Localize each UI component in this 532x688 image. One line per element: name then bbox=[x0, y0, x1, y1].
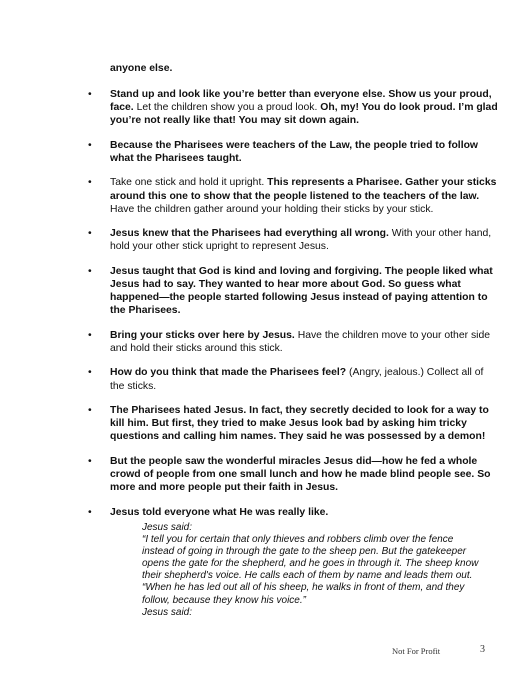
bullet-item bbox=[0, 176, 500, 216]
bullet-item bbox=[0, 506, 500, 519]
bullet-marker: • bbox=[88, 455, 92, 467]
bullet-segment: With your other hand, hold your other stick upright to represent Jesus. bbox=[110, 228, 492, 253]
bullet-marker: • bbox=[88, 139, 92, 151]
bullet-segment: Take one stick and hold it upright. bbox=[110, 177, 268, 189]
bullet-item bbox=[0, 366, 500, 392]
bullet-item bbox=[0, 329, 500, 355]
bullet-segment: This represents a Pharisee. Gather your sticks around this one to show that the people listened to the teachers of the law. bbox=[110, 177, 497, 202]
bullet-segment: Jesus told everyone what He was really like. bbox=[110, 506, 329, 518]
bullet-marker: • bbox=[88, 329, 92, 341]
bullet-marker: • bbox=[88, 404, 92, 416]
bullet-segment: But the people saw the wonderful miracles Jesus did—how he fed a whole crowd of people from one small lunch and how he made blind people see. So more and more people put their faith in Jesus. bbox=[110, 455, 491, 494]
bullet-item bbox=[0, 88, 500, 128]
bullet-item bbox=[0, 455, 500, 495]
bullet-segment: The Pharisees hated Jesus. In fact, they secretly decided to look for a way to kill him. But first, they tried to make Jesus look bad by asking him tricky questions and calling him names. They said he was possessed by a demon! bbox=[110, 404, 489, 443]
bullet-item bbox=[0, 265, 500, 318]
quote-line: “I tell you for certain that only thieves and robbers climb over the fence instead of going in through the gate to the sheep pen. But the gatekeeper opens the gate for the shepherd, and he goes in through it. The sheep know their shepherd's voice. He calls each of them by name and leads them out. bbox=[142, 534, 479, 582]
continuation-text: anyone else. bbox=[110, 63, 173, 74]
quote-line: Jesus said: bbox=[142, 522, 193, 533]
bullet-segment: Jesus knew that the Pharisees had everything all wrong. bbox=[110, 228, 389, 240]
bullet-item bbox=[0, 404, 500, 444]
bullet-item bbox=[0, 139, 500, 165]
bullet-segment: Because the Pharisees were teachers of the Law, the people tried to follow what the Pharisees taught. bbox=[110, 139, 479, 164]
bullet-marker: • bbox=[88, 506, 92, 518]
quote-line: “When he has led out all of his sheep, he walks in front of them, and they follow, because they know his voice.” bbox=[142, 582, 465, 606]
page-number: 3 bbox=[480, 644, 485, 655]
bullet-marker: • bbox=[88, 177, 92, 189]
bullet-segment: Have the children gather around your holding their sticks by your stick. bbox=[110, 203, 434, 215]
bullet-segment: Have the children move to your other side and hold their sticks around this stick. bbox=[110, 329, 491, 354]
bullet-item bbox=[0, 227, 500, 253]
bullet-segment: Stand up and look like you’re better than everyone else. Show us your proud, face. bbox=[110, 89, 492, 114]
bullet-marker: • bbox=[88, 89, 92, 100]
bullet-segment: Oh, my! You do look proud. I’m glad you’re not really like that! You may sit down again. bbox=[110, 102, 498, 127]
footer-text: Not For Profit bbox=[392, 646, 441, 656]
bullet-segment: Let the children show you a proud look. bbox=[133, 102, 321, 114]
scripture-quote bbox=[142, 522, 487, 619]
bullet-marker: • bbox=[88, 367, 92, 379]
bullet-segment: (Angry, jealous.) Collect all of the sticks. bbox=[110, 367, 484, 392]
bullet-marker: • bbox=[88, 228, 92, 240]
bullet-marker: • bbox=[88, 265, 92, 277]
bullet-segment: How do you think that made the Pharisees feel? bbox=[110, 367, 347, 379]
bullet-list bbox=[0, 88, 532, 530]
quote-line: Jesus said: bbox=[142, 606, 193, 618]
bullet-segment: Jesus taught that God is kind and loving and forgiving. The people liked what Jesus had to say. They wanted to hear more about God. So guess what happened—the people started following Jesus instead of paying attention to the Pharisees. bbox=[110, 265, 493, 317]
bullet-segment: Bring your sticks over here by Jesus. bbox=[110, 329, 295, 341]
